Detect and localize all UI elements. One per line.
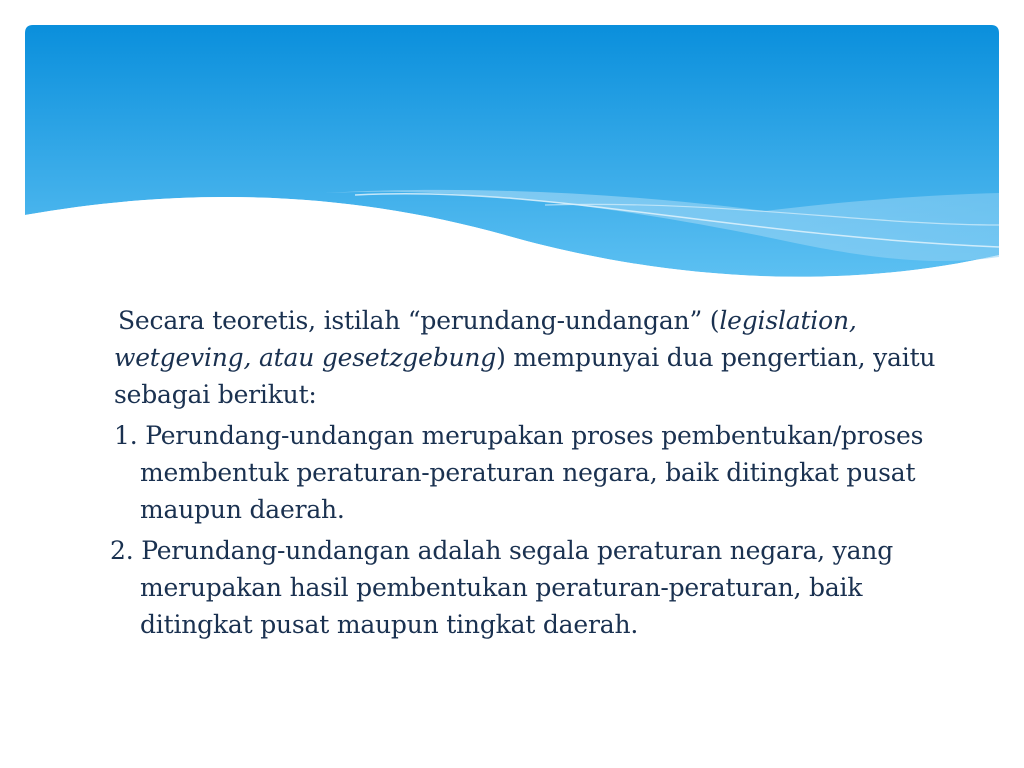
list-item bbox=[110, 532, 960, 643]
intro-text-after: ) mempunyai dua pengertian, yaitu sebagai berikut: bbox=[114, 343, 936, 409]
list-item-number: 2. bbox=[110, 536, 134, 565]
list-item-number: 1. bbox=[114, 421, 138, 450]
intro-paragraph bbox=[110, 302, 960, 413]
definition-list bbox=[110, 417, 960, 643]
intro-text-before: Secara teoretis, istilah “perundang-undangan” ( bbox=[118, 306, 720, 335]
slide-body bbox=[110, 302, 960, 643]
intro-italic-terms: legislation, wetgeving, atau gesetzgebung bbox=[114, 306, 857, 372]
header-banner bbox=[25, 25, 999, 287]
list-item-text: Perundang-undangan merupakan proses pembentukan/proses membentuk peraturan-peraturan negara, baik ditingkat pusat maupun daerah. bbox=[140, 421, 924, 524]
list-item-text: Perundang-undangan adalah segala peraturan negara, yang merupakan hasil pembentukan peraturan-peraturan, baik ditingkat pusat maupun tingkat daerah. bbox=[140, 536, 894, 639]
list-item bbox=[110, 417, 960, 528]
